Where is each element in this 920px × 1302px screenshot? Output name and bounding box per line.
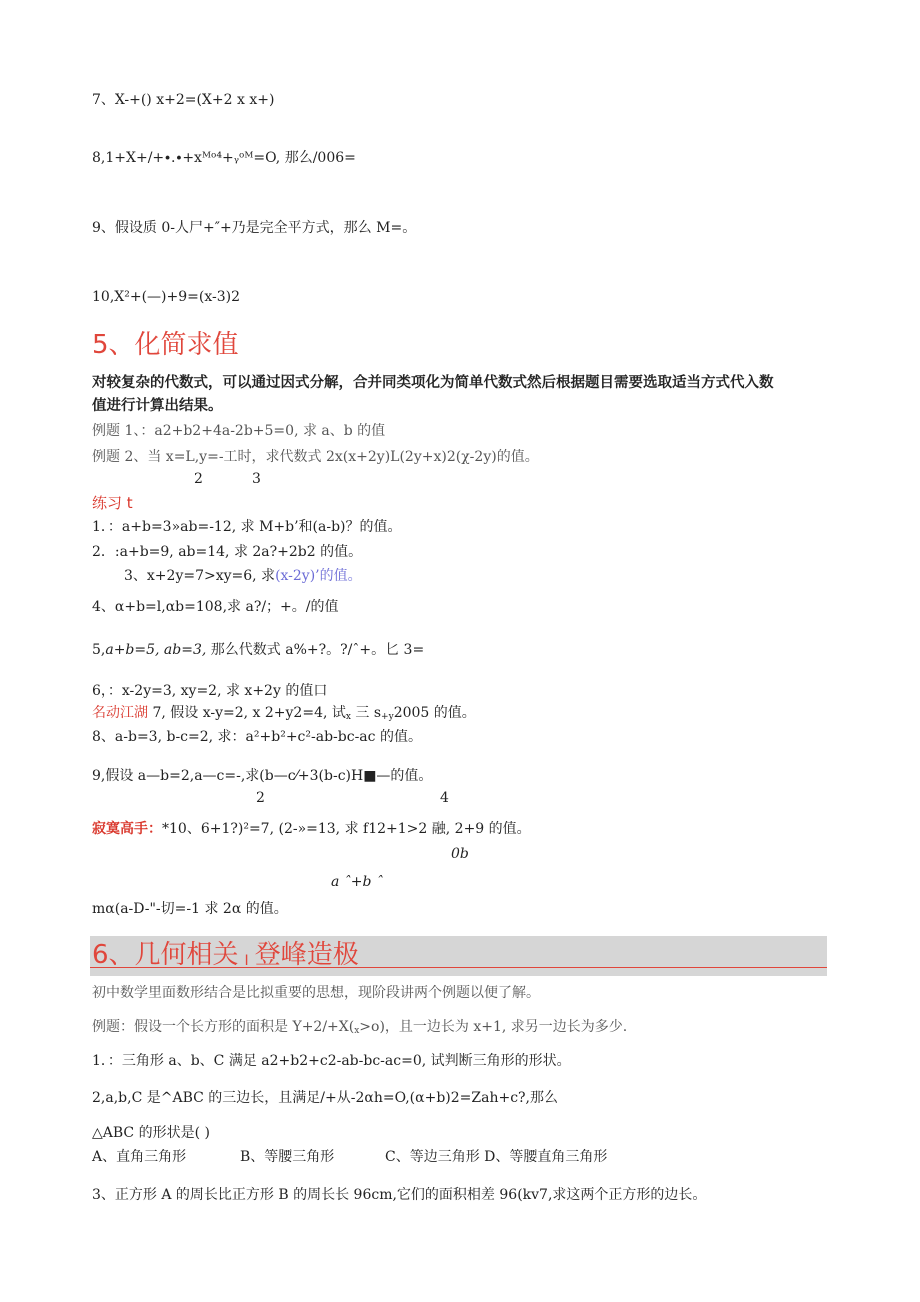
exercise-9: 9、假设质 0-人尸+″+乃是完全平方式，那么 M=。 <box>92 220 417 236</box>
master-text: *10、6+1?)²=7, (2-»=13, 求 f12+1>2 融, 2+9 的值。 <box>162 821 531 837</box>
practice-7 <box>92 704 476 726</box>
section6-heading-separator: I <box>244 953 249 969</box>
section6-heading-part-a: 6、几何相关 <box>92 940 239 970</box>
section5-intro-line2: 值进行计算出结果。 <box>92 398 223 414</box>
practice-7-text-c: 2005 的值。 <box>393 705 476 721</box>
section6-heading-bar <box>90 936 827 976</box>
practice-9: 9,假设 a—b=2,a—c=-,求(b—c⁄+3(b-c)H■—的值。 <box>92 768 433 784</box>
practice-4: 4、α+b=l,αb=108,求 a?/；+。/的值 <box>92 599 339 615</box>
practice-3 <box>124 567 362 585</box>
practice-6: 6，：x-2y=3, xy=2, 求 x+2y 的值口 <box>92 683 328 699</box>
section6-example-part-a: 例题：假设一个长方形的面积是 Y+2/+X( <box>92 1019 355 1035</box>
section6-option-a: A、直角三角形 <box>92 1149 187 1165</box>
section6-option-c-d: C、等边三角形 D、等腰直角三角形 <box>385 1149 608 1165</box>
practice-5-suffix: 那么代数式 a%+?。?/ˆ+。匕 3= <box>206 642 425 658</box>
master-problem <box>92 820 531 838</box>
section5-heading: 5、化简求值 <box>92 330 239 360</box>
section6-intro: 初中数学里面数形结合是比拟重要的思想，现阶段讲两个例题以便了解。 <box>92 985 540 1001</box>
practice-3-text: 3、x+2y=7>xy=6, 求 <box>124 568 276 584</box>
practice-7-subscript-2: +y <box>381 712 394 722</box>
practice-3-highlight: (x-2y)’的值。 <box>275 568 362 584</box>
section6-question-1: 1．：三角形 a、b、C 满足 a2+b2+c2-ab-bc-ac=0, 试判断三角形的形状。 <box>92 1053 571 1069</box>
example-2-denominator-2: 3 <box>252 471 261 487</box>
section6-heading-part-b: 登峰造极 <box>254 940 359 970</box>
example-2: 例题 2、当 x=L,y=-工时，求代数式 2x(x+2y)L(2y+x)2(χ-2y)的值。 <box>92 449 539 465</box>
practice-7-text-a: 7, 假设 x-y=2, x 2+y2=4, 试 <box>148 705 346 721</box>
master-label: 寂寞高手： <box>92 821 162 837</box>
example-2-denominator-1: 2 <box>194 471 203 487</box>
practice-1: 1．：a+b=3»ab=-12, 求 M+b’和(a-b)？的值。 <box>92 519 402 535</box>
section6-heading <box>92 939 359 977</box>
section6-option-b: B、等腰三角形 <box>240 1149 335 1165</box>
exercise-10: 10,X²+(—)+9=(x-3)2 <box>92 289 240 305</box>
section5-intro-line1: 对较复杂的代数式，可以通过因式分解，合并同类项化为简单代数式然后根据题目需要选取适当方式代入数 <box>92 375 774 391</box>
exercise-8: 8,1+X+/+∙.∙+xᴹᵒ⁴+ᵧᵒᴹ=O, 那么/006= <box>92 150 356 166</box>
section6-question-3: 3、正方形 A 的周长比正方形 B 的周长长 96cm,它们的面积相差 96(kv7,求这两个正方形的边长。 <box>92 1187 707 1203</box>
section6-example-subscript: x <box>354 1026 360 1036</box>
practice-5 <box>92 641 424 659</box>
practice-7-text-b: 三 s <box>350 705 382 721</box>
practice-9-denominator-1: 2 <box>256 790 265 806</box>
practice-5-condition: a+b=5, ab=3, <box>105 642 207 658</box>
practice-5-prefix: 5, <box>92 642 106 658</box>
practice-7-label: 名动江湖 <box>92 705 148 721</box>
exercise-7: 7、X-+() x+2=(X+2 x x+) <box>92 92 275 108</box>
example-1: 例题 1、：a2+b2+4a-2b+5=0, 求 a、b 的值 <box>92 423 386 439</box>
section6-example <box>92 1018 627 1040</box>
practice-8: 8、a-b=3, b-c=2, 求：a²+b²+c²-ab-bc-ac 的值。 <box>92 729 422 745</box>
section6-question-2-cont: △ABC 的形状是( ) <box>92 1125 210 1141</box>
practice-9-denominator-2: 4 <box>440 790 449 806</box>
practice-label: 练习 t <box>92 494 133 512</box>
master-fraction-denominator: a ˆ+b ˆ <box>331 874 383 890</box>
section6-example-part-b: >o)，且一边长为 x+1, 求另一边长为多少. <box>359 1019 628 1035</box>
practice-7-subscript-1: x <box>345 712 351 722</box>
section6-question-2: 2,a,b,C 是^ABC 的三边长，且满足/+从-2αh=O,(α+b)2=Zah+c?,那么 <box>92 1090 558 1106</box>
master-fraction-numerator: 0b <box>451 846 469 862</box>
section5-last-line: mα(a-D-"-切=-1 求 2α 的值。 <box>92 901 288 917</box>
practice-2: 2．:a+b=9, ab=14, 求 2a?+2b2 的值。 <box>92 544 363 560</box>
